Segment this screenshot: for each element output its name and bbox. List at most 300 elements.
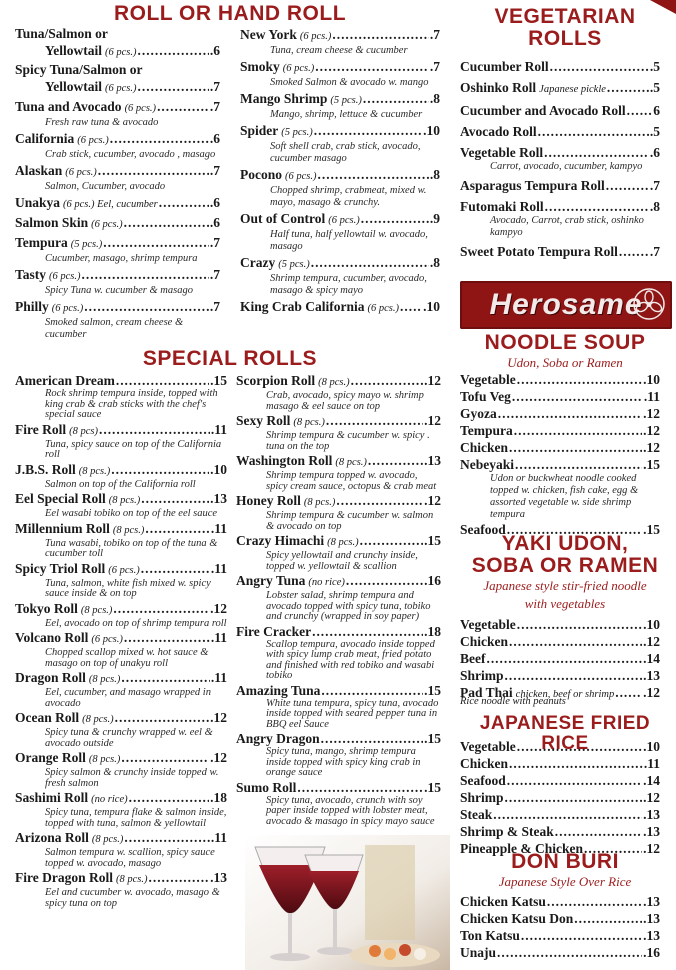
- item-name: Amazing Tuna: [236, 682, 321, 698]
- leader-dots: [607, 79, 649, 96]
- item-price: .15: [424, 533, 441, 548]
- menu-item: [460, 422, 660, 439]
- leader-dots: [138, 78, 209, 95]
- item-price: .7: [209, 267, 220, 282]
- item-pieces: (8 pcs.): [112, 524, 145, 536]
- item-name: Seafood: [460, 522, 506, 537]
- item-name: Chicken: [460, 756, 509, 771]
- item-description: Spicy tuna, avocado, crunch with soy paper inside topped with lobster meat, avocado & masago in spicy mayo sauce: [266, 794, 435, 827]
- item-name: Orange Roll: [15, 750, 86, 765]
- item-name: Chicken Katsu Don: [460, 911, 574, 926]
- item-pieces: (no rice): [308, 577, 345, 588]
- item-name: King Crab California: [240, 299, 365, 314]
- item-name: Honey Roll: [236, 493, 301, 508]
- item-pieces: (6 pcs.): [91, 634, 123, 645]
- leader-dots: [363, 90, 429, 107]
- item-name: Chicken: [460, 440, 509, 455]
- item-price: .12: [210, 600, 227, 616]
- item-pieces: (no rice): [91, 794, 128, 805]
- item-name: Shrimp & Steak: [460, 824, 554, 839]
- menu-item: [15, 162, 220, 193]
- leader-dots: [321, 682, 423, 699]
- item-price: .7: [649, 244, 660, 259]
- menu-item: [460, 633, 660, 650]
- item-pieces: (6 pcs.) Eel, cucumber: [63, 199, 158, 210]
- item-price: .13: [424, 453, 441, 468]
- vegetarian-list: [460, 58, 660, 264]
- item-name: Mango Shrimp: [240, 91, 328, 106]
- item-pieces: (8 pcs.): [88, 754, 121, 765]
- leader-dots: [312, 623, 423, 640]
- menu-item: [460, 371, 660, 388]
- special-section: [15, 348, 445, 370]
- item-pieces: (8 pcs.): [82, 714, 114, 725]
- item-price: .12: [643, 423, 660, 438]
- item-price: .14: [643, 651, 660, 666]
- item-pieces: (6 pcs.): [77, 135, 109, 146]
- item-name: Gyoza: [460, 406, 497, 421]
- item-description: Shrimp tempura topped w. avocado, spicy cream sauce, octopus & crab meat: [266, 470, 437, 492]
- item-price: .11: [210, 560, 227, 576]
- yaki-list: [460, 616, 660, 703]
- item-price: .13: [643, 894, 660, 909]
- item-price: .18: [424, 623, 441, 639]
- menu-item: [15, 214, 220, 233]
- item-description: Half tuna, half yellowtail w. avocado, masago: [270, 229, 428, 252]
- noodle-subtitle: Udon, Soba or Ramen: [507, 355, 623, 371]
- item-description: Fresh raw tuna & avocado: [45, 117, 159, 128]
- menu-item: [15, 266, 220, 297]
- item-pieces: (8 pcs.): [78, 465, 111, 477]
- item-pieces: (6 pcs.): [282, 63, 315, 74]
- leader-dots: [509, 633, 642, 650]
- item-price: .6: [649, 145, 660, 160]
- item-name: Crazy: [240, 255, 276, 270]
- leader-dots: [515, 456, 642, 473]
- item-name: Tokyo Roll: [15, 600, 78, 616]
- item-name: American Dream: [15, 373, 115, 388]
- item-name: Philly: [15, 299, 49, 314]
- item-name: Angry Dragon: [236, 731, 320, 746]
- item-pieces: (6 pcs.): [105, 47, 137, 58]
- vegetarian-title-1: VEGETARIAN: [494, 5, 636, 28]
- item-description: Smoked salmon, cream cheese & cucumber: [45, 317, 184, 340]
- menu-item: [236, 730, 441, 779]
- item-pieces: (6 pcs.): [49, 271, 81, 282]
- herosame-banner: [460, 281, 672, 329]
- menu-item: [15, 194, 220, 213]
- leader-dots: [141, 560, 210, 577]
- item-description: Spicy tuna, tempura flake & salmon inside, topped with tuna, salmon & yellowtail: [45, 807, 227, 829]
- item-name: Dragon Roll: [15, 670, 86, 685]
- item-price: .12: [643, 790, 660, 805]
- menu-item: [460, 755, 660, 772]
- item-pieces: (5 pcs.): [330, 95, 362, 106]
- leader-dots: [351, 372, 423, 389]
- item-price: .5: [649, 124, 660, 139]
- item-pieces: (8 pcs.): [108, 495, 141, 506]
- leader-dots: [332, 26, 429, 43]
- item-name: Spider: [240, 123, 279, 138]
- item-price: .11: [210, 421, 227, 437]
- item-description: Salmon on top of the California roll: [45, 478, 196, 490]
- menu-item: [460, 177, 660, 194]
- leader-dots: [346, 572, 423, 589]
- item-price: .14: [643, 773, 660, 788]
- item-price: .15: [210, 373, 227, 388]
- item-name: Angry Tuna: [236, 573, 306, 588]
- roll-hand-right-column: [240, 26, 440, 318]
- menu-item: [460, 893, 660, 910]
- item-name: New York: [240, 27, 297, 42]
- item-description: Shrimp tempura & cucumber w. spicy . tuna on the top: [266, 430, 430, 452]
- item-price: .16: [424, 573, 441, 588]
- leader-dots: [538, 123, 649, 140]
- menu-item: [460, 910, 660, 927]
- item-price: .12: [643, 685, 660, 700]
- menu-item: [240, 122, 440, 165]
- leader-dots: [111, 461, 209, 478]
- leader-dots: [121, 749, 209, 766]
- item-name: Pad Thai: [460, 685, 513, 700]
- item-price: .13: [210, 491, 227, 506]
- item-name: Chicken: [460, 634, 509, 649]
- item-price: .13: [210, 870, 227, 885]
- item-name: Eel Special Roll: [15, 491, 106, 506]
- roll-hand-left-column: [15, 26, 220, 342]
- item-description: Eel, avocado on top of shrimp tempura roll: [45, 617, 227, 629]
- item-name: Vegetable Roll: [460, 145, 544, 160]
- item-name: Vegetable: [460, 617, 516, 632]
- item-pieces: (8 pcs.): [335, 457, 367, 468]
- leader-dots: [318, 166, 429, 183]
- item-name: Chicken Katsu: [460, 894, 546, 909]
- menu-item: [15, 709, 227, 749]
- item-description: Eel, cucumber, and masago wrapped in avocado: [45, 687, 211, 709]
- leader-dots: [606, 177, 649, 194]
- leader-dots: [129, 789, 210, 806]
- fried-rice-title: JAPANESE FRIED RICE: [479, 713, 651, 754]
- item-name: Fire Roll: [15, 421, 67, 437]
- item-price: .10: [423, 299, 440, 314]
- item-pieces: (6 pcs.): [65, 167, 97, 178]
- menu-item: [240, 210, 440, 253]
- leader-dots: [103, 234, 209, 251]
- item-price: .11: [643, 756, 660, 771]
- leader-dots: [493, 806, 642, 823]
- leader-dots: [145, 520, 209, 537]
- item-price: .12: [424, 493, 441, 508]
- noodle-section: [458, 332, 672, 372]
- roll-hand-section: [15, 3, 445, 25]
- leader-dots: [512, 388, 643, 405]
- leader-dots: [82, 266, 209, 283]
- menu-item: [460, 123, 660, 140]
- item-price: .8: [429, 167, 440, 182]
- item-pieces: (5 pcs.): [281, 127, 313, 138]
- leader-dots: [509, 755, 643, 772]
- leader-dots: [498, 405, 642, 422]
- item-name: Oshinko Roll: [460, 80, 537, 95]
- menu-item: [460, 456, 660, 521]
- leader-dots: [547, 893, 642, 910]
- leader-dots: [521, 927, 642, 944]
- menu-item: [460, 79, 660, 98]
- item-name: Nebeyaki: [460, 457, 514, 472]
- menu-item: [15, 869, 227, 909]
- item-name: Tofu Veg: [460, 389, 511, 404]
- item-price: .8: [429, 255, 440, 270]
- leader-dots: [124, 214, 209, 231]
- menu-item: [15, 62, 220, 97]
- item-description: Crab, avocado, spicy mayo w. shrimp masago & eel sauce on top: [266, 390, 424, 412]
- leader-dots: [157, 98, 209, 115]
- don-buri-list: [460, 893, 660, 961]
- item-pieces: (8 pcs.): [318, 377, 350, 388]
- leader-dots: [99, 421, 210, 438]
- item-name: Shrimp: [460, 790, 504, 805]
- item-name: California: [15, 131, 75, 146]
- leader-dots: [321, 730, 424, 747]
- item-name: Beef: [460, 651, 486, 666]
- item-description: Shrimp tempura & cucumber w. salmon & avocado on top: [266, 510, 434, 532]
- item-name: Vegetable: [460, 372, 516, 387]
- item-name: Tuna/Salmon or: [15, 26, 108, 41]
- item-name: Tempura: [460, 423, 513, 438]
- item-price: .12: [643, 440, 660, 455]
- item-name-line2: Yellowtail: [45, 43, 102, 58]
- item-pieces: (6 pcs.): [328, 215, 360, 226]
- item-pieces: (8 pcs.): [116, 874, 148, 885]
- menu-item: [15, 234, 220, 265]
- item-name: Volcano Roll: [15, 630, 89, 645]
- leader-dots: [505, 789, 643, 806]
- item-price: .18: [210, 790, 227, 805]
- item-price: .12: [643, 406, 660, 421]
- item-price: .6: [209, 195, 220, 210]
- menu-item: [15, 560, 227, 600]
- item-name: Ocean Roll: [15, 710, 80, 725]
- item-name: Pineapple & Chicken: [460, 841, 584, 856]
- menu-item: [236, 623, 441, 682]
- item-pieces: (6 pcs.): [299, 31, 332, 42]
- leader-dots: [315, 58, 429, 75]
- item-name: Cucumber and Avocado Roll: [460, 103, 626, 118]
- item-name: Steak: [460, 807, 493, 822]
- yaki-section: [458, 533, 672, 612]
- item-description: Avocado, Carrot, crab stick, oshinko kampyo: [490, 215, 644, 238]
- leader-dots: [141, 490, 209, 507]
- menu-item: [236, 492, 441, 532]
- item-price: 6: [653, 103, 660, 118]
- menu-item: [460, 388, 660, 405]
- menu-item: [15, 421, 227, 461]
- item-price: .13: [643, 911, 660, 926]
- leader-dots: [361, 210, 429, 227]
- menu-item: [460, 144, 660, 173]
- menu-item: [15, 600, 227, 630]
- item-pieces: (8 pcs.): [80, 604, 113, 616]
- item-name: Avocado Roll: [460, 124, 537, 139]
- menu-item: [460, 806, 660, 823]
- item-name: Sashimi Roll: [15, 790, 89, 805]
- leader-dots: [627, 102, 653, 119]
- item-pieces: (6 pcs.): [367, 303, 400, 314]
- item-price: .11: [643, 389, 660, 404]
- item-pieces: Japanese pickle: [539, 84, 606, 95]
- yaki-subtitle-2: with vegetables: [524, 595, 606, 611]
- menu-item: [240, 58, 440, 89]
- roll-hand-title: ROLL OR HAND ROLL: [113, 2, 347, 25]
- leader-dots: [110, 130, 209, 147]
- item-price: .13: [643, 807, 660, 822]
- menu-item: [236, 532, 441, 572]
- item-name: Asparagus Tempura Roll: [460, 178, 605, 193]
- menu-item: [460, 667, 660, 684]
- item-description: Eel and cucumber w. avocado, masago & spicy tuna on top: [45, 887, 220, 909]
- item-name: Out of Control: [240, 211, 326, 226]
- leader-dots: [505, 667, 643, 684]
- item-name: Pocono: [240, 167, 282, 182]
- item-name: Scorpion Roll: [236, 373, 316, 388]
- item-name: J.B.S. Roll: [15, 461, 76, 477]
- flower-crest-icon: [632, 287, 666, 321]
- leader-dots: [115, 709, 210, 726]
- item-description: Tuna, spicy sauce on top of the California roll: [45, 438, 222, 460]
- menu-item: [15, 372, 227, 421]
- leader-dots: [297, 779, 423, 796]
- item-name: Vegetable: [460, 739, 516, 754]
- item-name: Spicy Tuna/Salmon or: [15, 62, 143, 77]
- item-name: Sexy Roll: [236, 413, 291, 428]
- item-name: Spicy Triol Roll: [15, 560, 106, 576]
- item-name: Alaskan: [15, 163, 63, 178]
- menu-item: [460, 616, 660, 633]
- menu-item: [460, 102, 660, 119]
- noodle-list: [460, 371, 660, 538]
- leader-dots: [360, 532, 424, 549]
- leader-dots: [544, 144, 649, 161]
- leader-dots: [116, 372, 209, 389]
- item-price: .6: [209, 43, 220, 58]
- item-price: .7: [429, 27, 440, 42]
- item-pieces: (6 pcs.): [51, 303, 84, 314]
- vegetarian-title-2: ROLLS: [528, 27, 602, 51]
- item-price: .12: [210, 750, 227, 765]
- menu-item: [460, 789, 660, 806]
- menu-item: [460, 58, 660, 75]
- menu-item: [460, 772, 660, 789]
- leader-dots: [124, 629, 210, 646]
- item-name: Arizona Roll: [15, 830, 89, 845]
- item-description: Smoked Salmon & avocado w. mango: [270, 77, 429, 88]
- leader-dots: [84, 298, 209, 315]
- menu-item: [236, 412, 441, 452]
- yaki-footnote: Rice noodle with peanuts: [460, 696, 566, 707]
- item-pieces: (6 pcs.): [124, 103, 157, 114]
- leader-dots: [507, 772, 642, 789]
- item-description: Soft shell crab, crab stick, avocado, cucumber masago: [270, 141, 421, 164]
- item-description: Spicy Tuna w. cucumber & masago: [45, 285, 193, 296]
- item-description: Salmon, Cucumber, avocado: [45, 181, 166, 192]
- item-price: .7: [209, 163, 220, 178]
- item-price: .16: [643, 945, 660, 960]
- item-name: Shrimp: [460, 668, 504, 683]
- item-description: Salmon tempura w. scallion, spicy sauce topped w. avocado, masago: [45, 847, 215, 869]
- item-price: .7: [429, 59, 440, 74]
- item-description: Cucumber, masago, shrimp tempura: [45, 253, 198, 264]
- item-name: Tasty: [15, 267, 47, 282]
- item-pieces: (8 pcs.): [88, 674, 121, 685]
- item-name: Millennium Roll: [15, 520, 110, 536]
- yaki-title-2: SOBA OR RAMEN: [471, 554, 659, 578]
- item-description: Spicy salmon & crunchy inside topped w. fresh salmon: [45, 767, 219, 789]
- leader-dots: [138, 42, 209, 59]
- menu-item: [236, 452, 441, 492]
- item-pieces: (6 pcs.): [108, 564, 140, 576]
- item-name-line2: Yellowtail: [45, 79, 102, 94]
- leader-dots: [311, 254, 429, 271]
- item-price: .15: [424, 682, 441, 698]
- leader-dots: [336, 492, 423, 509]
- leader-dots: [113, 600, 209, 617]
- leader-dots: [121, 669, 209, 686]
- item-description: Chopped shrimp, crabmeat, mixed w. mayo, masago & crunchy.: [270, 185, 427, 208]
- item-name: Ton Katsu: [460, 928, 520, 943]
- fried-rice-list: [460, 738, 660, 857]
- item-name: Sweet Potato Tempura Roll: [460, 244, 618, 259]
- menu-item: [236, 372, 441, 412]
- menu-item: [460, 823, 660, 840]
- item-price: .11: [210, 670, 227, 685]
- menu-item: [15, 520, 227, 560]
- menu-item: [15, 749, 227, 789]
- item-description: Eel wasabi tobiko on top of the eel sauce: [45, 508, 218, 519]
- menu-item: [15, 829, 227, 869]
- menu-item: [15, 461, 227, 491]
- item-description: Udon or buckwheat noodle cooked topped w. chicken, fish cake, egg & assorted vegetable w. side shrimp tempura: [490, 473, 639, 520]
- item-name: Crazy Himachi: [236, 533, 325, 548]
- item-description: Mango, shrimp, lettuce & cucumber: [270, 109, 423, 120]
- item-pieces: (8 pcs.): [293, 417, 325, 428]
- special-title: SPECIAL ROLLS: [142, 347, 318, 370]
- item-name: Washington Roll: [236, 453, 333, 468]
- menu-item: [15, 490, 227, 520]
- menu-item: [460, 405, 660, 422]
- item-name: Futomaki Roll: [460, 199, 544, 214]
- leader-dots: [497, 944, 642, 961]
- don-buri-section: [458, 851, 672, 891]
- menu-item: [236, 682, 441, 731]
- menu-item: [460, 439, 660, 456]
- item-pieces: (6 pcs.): [105, 83, 137, 94]
- item-description: Tuna, salmon, white fish mixed w. spicy sauce inside & on top: [45, 577, 211, 599]
- item-pieces: (6 pcs.): [285, 171, 317, 182]
- noodle-title: NOODLE SOUP: [484, 331, 646, 354]
- item-price: .15: [643, 522, 660, 537]
- item-price: .7: [209, 235, 220, 250]
- item-price: .15: [424, 779, 441, 795]
- item-price: .12: [643, 841, 660, 856]
- leader-dots: [149, 869, 210, 886]
- item-pieces: (8 pcs.): [91, 834, 124, 845]
- item-price: .6: [209, 215, 220, 230]
- menu-item: [15, 298, 220, 341]
- item-description: Crab stick, cucumber, avocado , masago: [45, 149, 216, 160]
- item-name: Sumo Roll: [236, 779, 297, 795]
- item-description: Spicy yellowtail and crunchy inside, topped w. yellowtail & scallion: [266, 550, 418, 572]
- menu-item: [460, 650, 660, 667]
